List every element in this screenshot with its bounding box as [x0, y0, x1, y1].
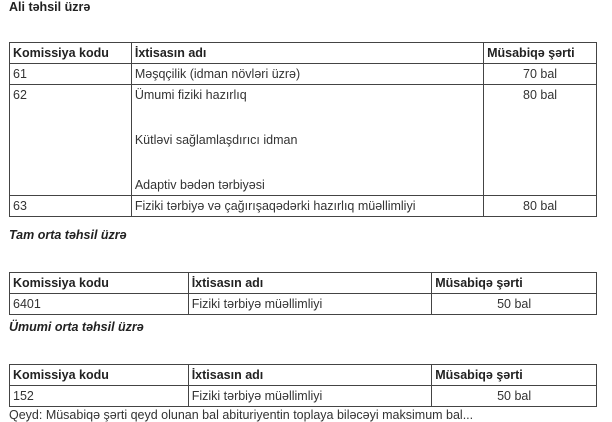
competition-condition: 80 bal [484, 196, 597, 217]
column-header-condition: Müsabiqə şərti [432, 365, 597, 386]
section-title-general-secondary: Ümumi orta təhsil üzrə [9, 320, 144, 334]
column-header-condition: Müsabiqə şərti [432, 273, 597, 294]
column-header-specialty: İxtisasın adı [188, 365, 432, 386]
table-row [10, 294, 597, 315]
column-header-code: Komissiya kodu [10, 365, 189, 386]
specialty-name: Məşqçilik (idman növləri üzrə) [131, 64, 483, 85]
column-header-code: Komissiya kodu [10, 273, 189, 294]
section-title-complete-secondary: Tam orta təhsil üzrə [9, 228, 127, 242]
specialty-name: Fiziki tərbiyə müəllimliyi [188, 386, 432, 407]
table-header-row [10, 43, 597, 64]
commission-code: 6401 [10, 294, 189, 315]
table-row [10, 196, 597, 217]
column-header-specialty: İxtisasın adı [188, 273, 432, 294]
general-secondary-table [9, 364, 597, 407]
competition-condition: 50 bal [432, 386, 597, 407]
competition-condition: 70 bal [484, 64, 597, 85]
higher-education-table [9, 42, 597, 217]
specialty-name: Fiziki tərbiyə müəllimliyi [188, 294, 432, 315]
column-header-condition: Müsabiqə şərti [484, 43, 597, 64]
commission-code: 63 [10, 196, 132, 217]
table-row [10, 386, 597, 407]
complete-secondary-table [9, 272, 597, 315]
competition-condition: 80 bal [484, 85, 597, 196]
commission-code: 62 [10, 85, 132, 196]
table-row [10, 85, 597, 196]
commission-code: 152 [10, 386, 189, 407]
specialty-name: Fiziki tərbiyə və çağırışaqədərki hazırlıq müəllimliyi [131, 196, 483, 217]
section-title-higher-education: Ali təhsil üzrə [9, 0, 91, 14]
column-header-code: Komissiya kodu [10, 43, 132, 64]
specialty-names [131, 85, 483, 196]
footer-note: Qeyd: Müsabiqə şərti qeyd olunan bal abituriyentin toplaya biləcəyi maksimum bal... [9, 408, 474, 422]
specialty-name: Adaptiv bədən tərbiyəsi [134, 178, 265, 192]
table-header-row [10, 273, 597, 294]
table-row [10, 64, 597, 85]
specialty-name: Ümumi fiziki hazırlıq [134, 88, 247, 102]
specialty-name: Kütləvi sağlamlaşdırıcı idman [134, 133, 298, 147]
commission-code: 61 [10, 64, 132, 85]
table-header-row [10, 365, 597, 386]
competition-condition: 50 bal [432, 294, 597, 315]
column-header-specialty: İxtisasın adı [131, 43, 483, 64]
